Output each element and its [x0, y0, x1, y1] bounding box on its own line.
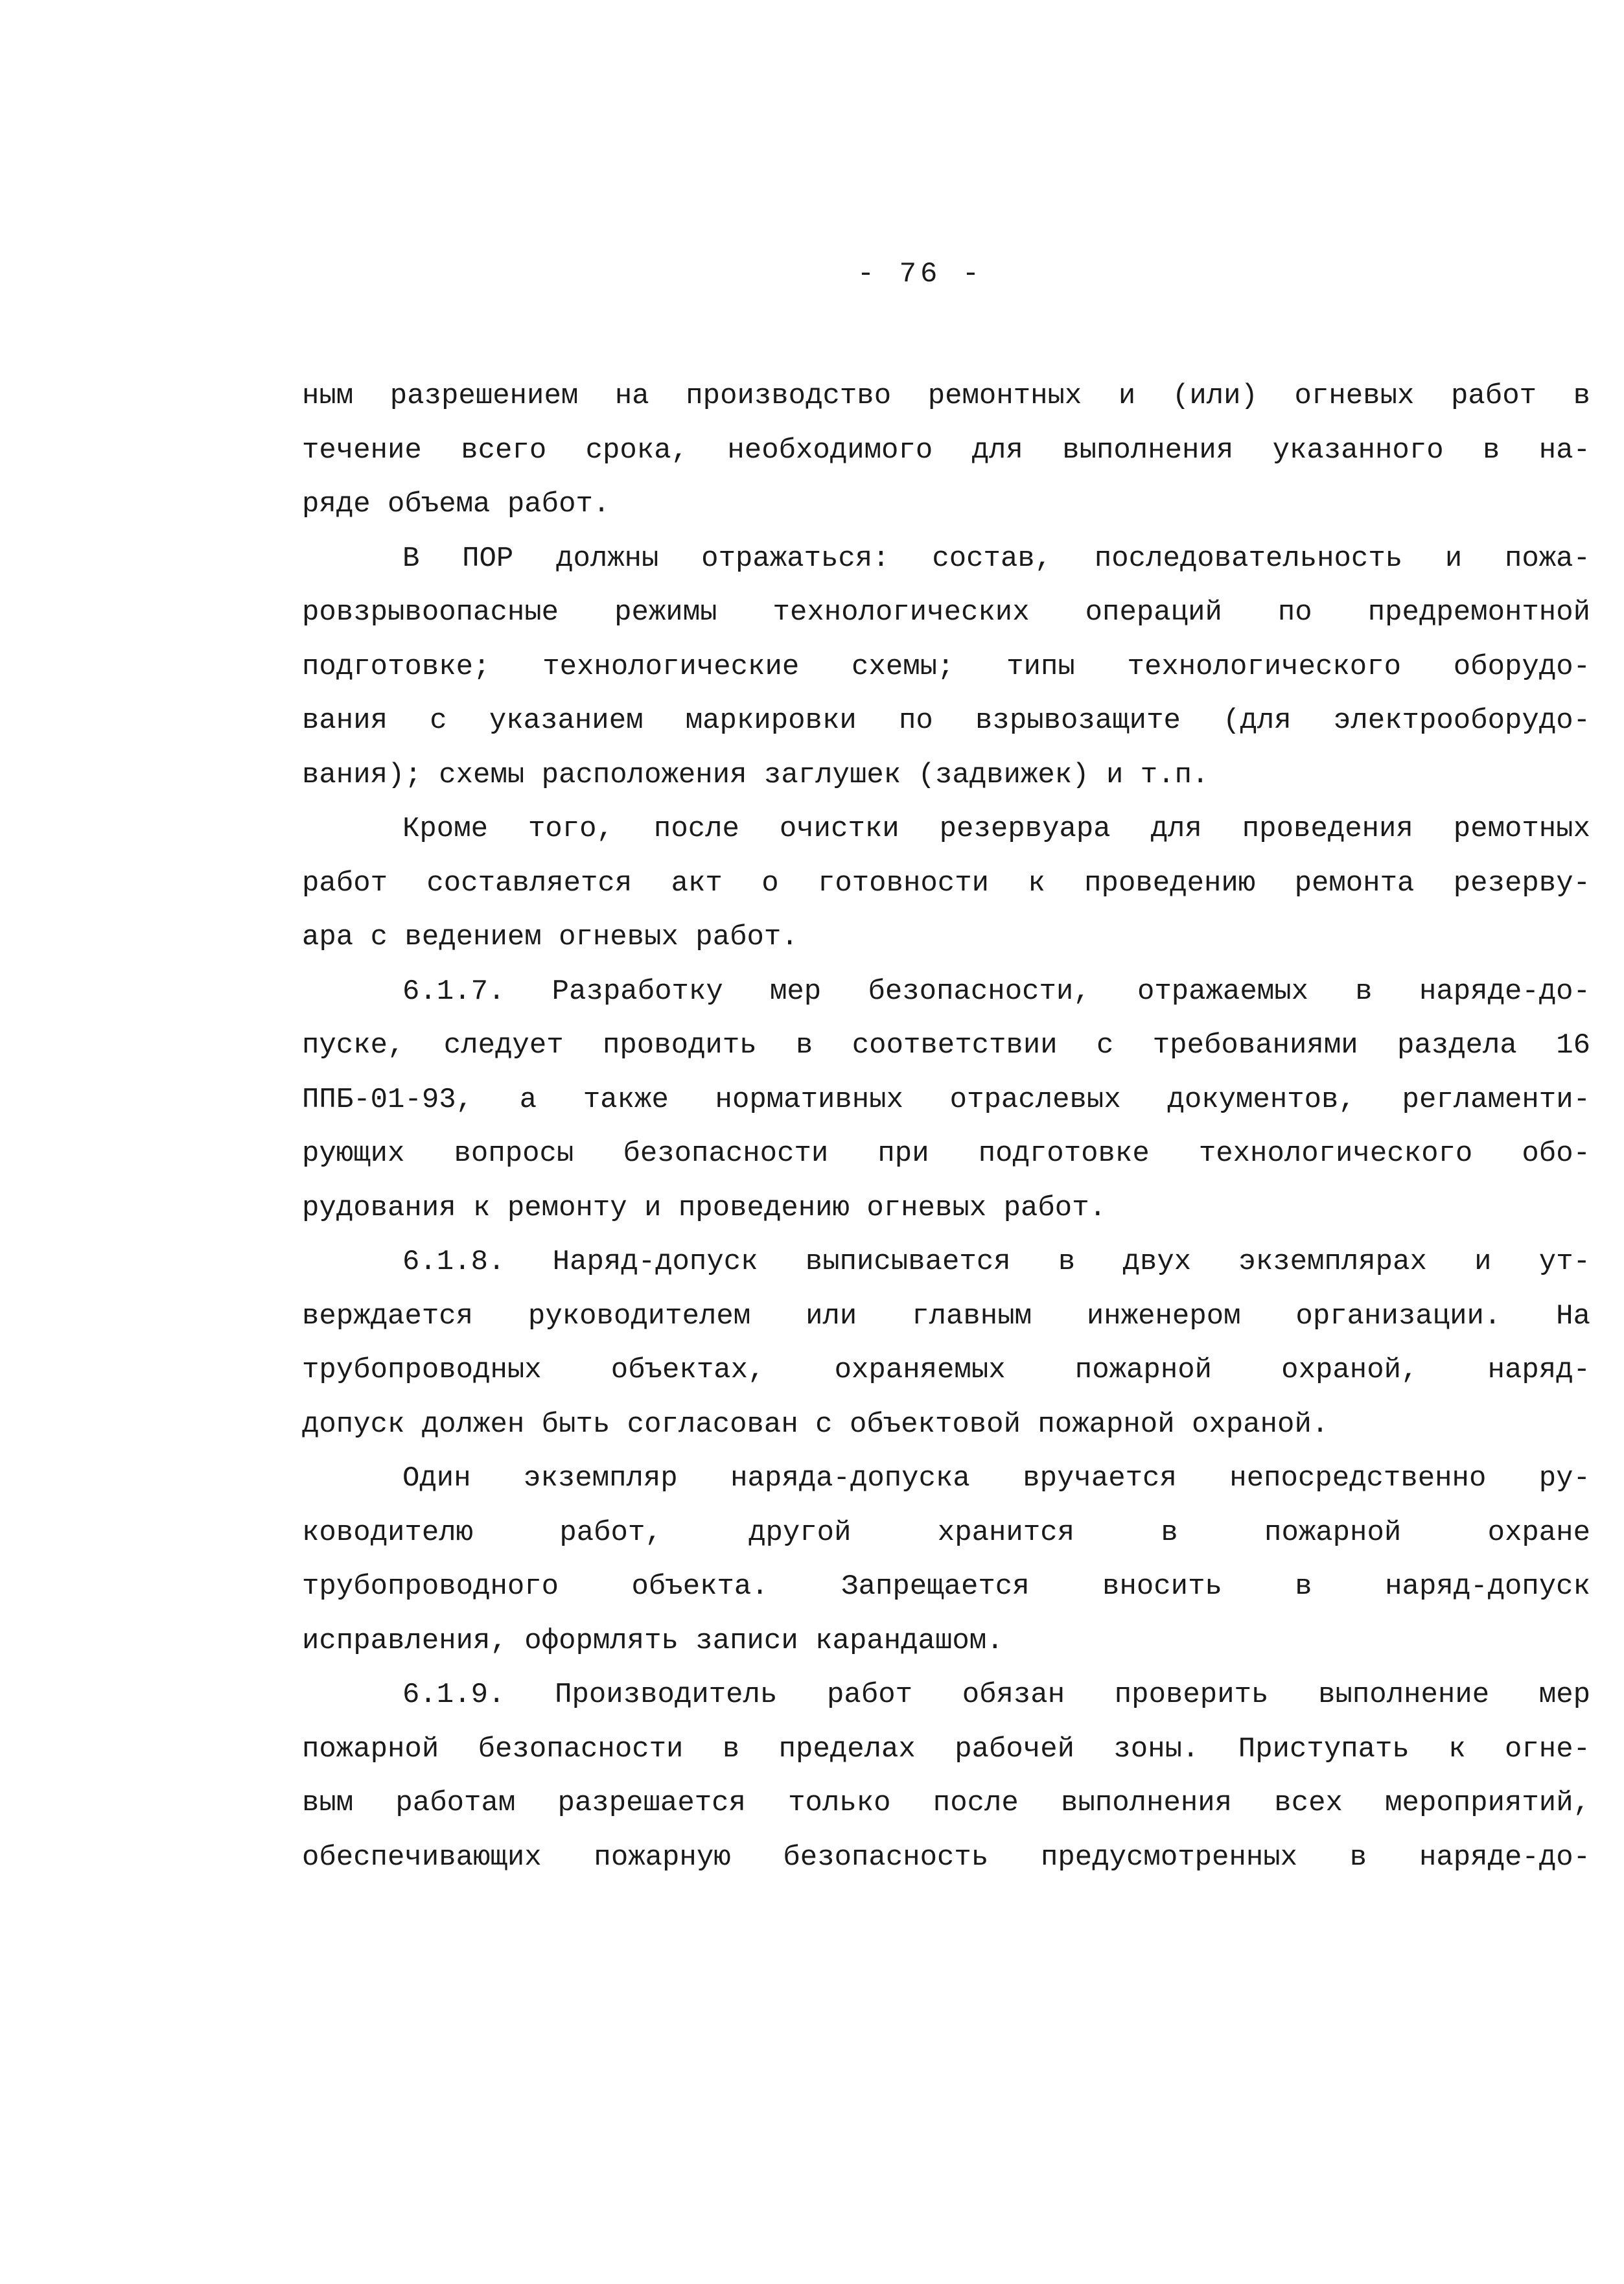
text-line: верждается руководителем или главным инженером организации. На: [302, 1299, 1590, 1333]
text-line: работ составляется акт о готовности к проведению ремонта резерву-: [302, 867, 1590, 900]
text-line: допуск должен быть согласован с объектовой пожарной охраной.: [302, 1408, 1329, 1441]
text-line: 6.1.9. Производитель работ обязан проверить выполнение мер: [402, 1679, 1590, 1711]
text-line: ным разрешением на производство ремонтных и (или) огневых работ в: [302, 380, 1590, 412]
text-line: рудования к ремонту и проведению огневых работ.: [302, 1191, 1107, 1224]
text-line: подготовке; технологические схемы; типы технологического оборудо-: [302, 650, 1590, 683]
text-line: трубопроводного объекта. Запрещается вносить в наряд-допуск: [302, 1570, 1590, 1603]
text-line: ряде объема работ.: [302, 488, 610, 520]
text-line: Кроме того, после очистки резервуара для проведения ремотных: [402, 813, 1590, 845]
text-line: вания с указанием маркировки по взрывозащите (для электрооборудо-: [302, 705, 1590, 737]
text-line: ководителю работ, другой хранится в пожарной охране: [302, 1516, 1590, 1549]
text-line: В ПОР должны отражаться: состав, последовательность и пожа-: [402, 542, 1590, 575]
text-line: рующих вопросы безопасности при подготовке технологического обо-: [302, 1137, 1590, 1170]
text-line: обеспечивающих пожарную безопасность предусмотренных в наряде-до-: [302, 1841, 1590, 1874]
page-number: - 76 -: [857, 258, 984, 290]
body-text: [302, 369, 1590, 1885]
text-line: исправления, оформлять записи карандашом.: [302, 1624, 1004, 1657]
text-line: 6.1.7. Разработку мер безопасности, отражаемых в наряде-до-: [402, 975, 1590, 1008]
text-line: 6.1.8. Наряд-допуск выписывается в двух экземплярах и ут-: [402, 1246, 1590, 1278]
text-line: течение всего срока, необходимого для выполнения указанного в на-: [302, 434, 1590, 467]
text-line: пожарной безопасности в пределах рабочей зоны. Приступать к огне-: [302, 1732, 1590, 1765]
text-line: вым работам разрешается только после выполнения всех мероприятий,: [302, 1787, 1590, 1819]
text-line: ППБ-01-93, а также нормативных отраслевых документов, регламенти-: [302, 1083, 1590, 1116]
text-line: ровзрывоопасные режимы технологических операций по предремонтной: [302, 596, 1590, 629]
text-line: Один экземпляр наряда-допуска вручается непосредственно ру-: [402, 1462, 1590, 1495]
text-line: трубопроводных объектах, охраняемых пожарной охраной, наряд-: [302, 1354, 1590, 1386]
text-line: пуске, следует проводить в соответствии с требованиями раздела 16: [302, 1029, 1590, 1062]
text-line: ара с ведением огневых работ.: [302, 921, 798, 953]
text-line: вания); схемы расположения заглушек (задвижек) и т.п.: [302, 758, 1209, 791]
